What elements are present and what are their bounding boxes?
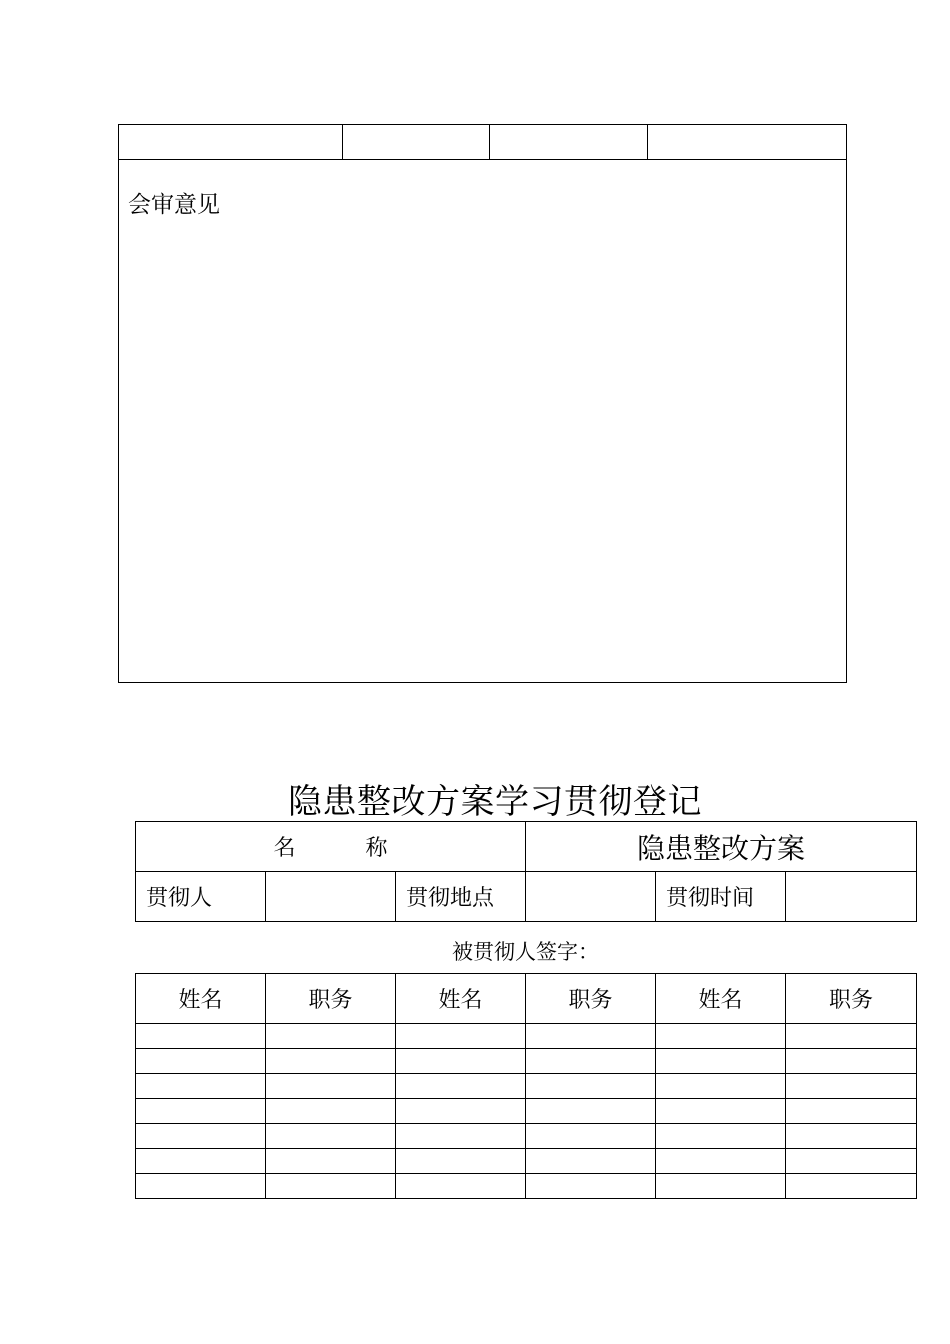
signature-cell[interactable] — [786, 1024, 917, 1049]
signature-cell[interactable] — [526, 1074, 656, 1099]
name-label-b: 称 — [365, 836, 388, 861]
signature-cell[interactable] — [136, 1024, 266, 1049]
signature-cell[interactable] — [526, 1149, 656, 1174]
review-header-cell[interactable] — [648, 125, 847, 160]
signature-cell[interactable] — [396, 1024, 526, 1049]
signature-cell[interactable] — [526, 1099, 656, 1124]
name-label-a: 名 — [273, 836, 296, 861]
signature-cell[interactable] — [266, 1074, 396, 1099]
column-header: 职务 — [786, 974, 917, 1024]
signature-cell[interactable] — [396, 1099, 526, 1124]
signature-cell[interactable] — [136, 1174, 266, 1199]
signature-cell[interactable] — [396, 1174, 526, 1199]
column-header: 职务 — [526, 974, 656, 1024]
plan-name: 隐患整改方案 — [637, 831, 806, 865]
signature-cell[interactable] — [656, 1074, 786, 1099]
review-header-cell[interactable] — [119, 125, 343, 160]
column-header: 姓名 — [136, 974, 266, 1024]
register-title: 隐患整改方案学习贯彻登记 — [288, 782, 702, 822]
signature-cell[interactable] — [396, 1049, 526, 1074]
signature-cell[interactable] — [266, 1024, 396, 1049]
signature-cell[interactable] — [396, 1149, 526, 1174]
signature-cell[interactable] — [656, 1049, 786, 1074]
sign-caption: 被贯彻人签字： — [452, 940, 599, 964]
review-table — [118, 124, 847, 683]
signature-cell[interactable] — [136, 1124, 266, 1149]
plan-name-cell — [526, 822, 917, 872]
review-header-cell[interactable] — [343, 125, 490, 160]
signature-cell[interactable] — [786, 1049, 917, 1074]
signature-cell[interactable] — [656, 1124, 786, 1149]
signature-cell[interactable] — [526, 1174, 656, 1199]
table-row — [136, 1049, 917, 1074]
signature-cell[interactable] — [136, 1099, 266, 1124]
signature-cell[interactable] — [266, 1149, 396, 1174]
signature-cell[interactable] — [266, 1174, 396, 1199]
signature-cell[interactable] — [266, 1099, 396, 1124]
signature-cell[interactable] — [396, 1124, 526, 1149]
review-header-cell[interactable] — [490, 125, 648, 160]
review-header-row — [119, 125, 847, 160]
signature-cell[interactable] — [786, 1149, 917, 1174]
register-info-table — [135, 821, 917, 922]
meta-row — [136, 872, 917, 922]
table-row — [136, 1174, 917, 1199]
implementer-label: 贯彻人 — [136, 872, 266, 922]
signature-cell[interactable] — [656, 1174, 786, 1199]
column-header: 职务 — [266, 974, 396, 1024]
signature-table — [135, 973, 917, 1199]
table-row — [136, 1024, 917, 1049]
table-row — [136, 1124, 917, 1149]
signature-cell[interactable] — [526, 1049, 656, 1074]
implementer-value-cell[interactable] — [266, 872, 396, 922]
signature-cell[interactable] — [136, 1049, 266, 1074]
signature-cell[interactable] — [786, 1099, 917, 1124]
signature-cell[interactable] — [526, 1124, 656, 1149]
signature-cell[interactable] — [266, 1049, 396, 1074]
time-value-cell[interactable] — [786, 872, 917, 922]
time-label: 贯彻时间 — [656, 872, 786, 922]
opinion-label: 会审意见 — [128, 192, 220, 218]
review-opinion-cell[interactable] — [119, 160, 847, 683]
table-row — [136, 1074, 917, 1099]
signature-cell[interactable] — [266, 1124, 396, 1149]
signature-header-row — [136, 974, 917, 1024]
review-opinion-row — [119, 160, 847, 683]
signature-cell[interactable] — [136, 1074, 266, 1099]
table-row — [136, 1149, 917, 1174]
column-header: 姓名 — [396, 974, 526, 1024]
signature-cell[interactable] — [786, 1074, 917, 1099]
location-label: 贯彻地点 — [396, 872, 526, 922]
location-value-cell[interactable] — [526, 872, 656, 922]
signature-cell[interactable] — [396, 1074, 526, 1099]
signature-cell[interactable] — [656, 1024, 786, 1049]
signature-cell[interactable] — [526, 1024, 656, 1049]
signature-cell[interactable] — [786, 1124, 917, 1149]
name-label-cell — [136, 822, 526, 872]
column-header: 姓名 — [656, 974, 786, 1024]
name-row — [136, 822, 917, 872]
table-row — [136, 1099, 917, 1124]
signature-cell[interactable] — [136, 1149, 266, 1174]
signature-body — [136, 1024, 917, 1199]
signature-cell[interactable] — [656, 1149, 786, 1174]
signature-cell[interactable] — [656, 1099, 786, 1124]
signature-cell[interactable] — [786, 1174, 917, 1199]
